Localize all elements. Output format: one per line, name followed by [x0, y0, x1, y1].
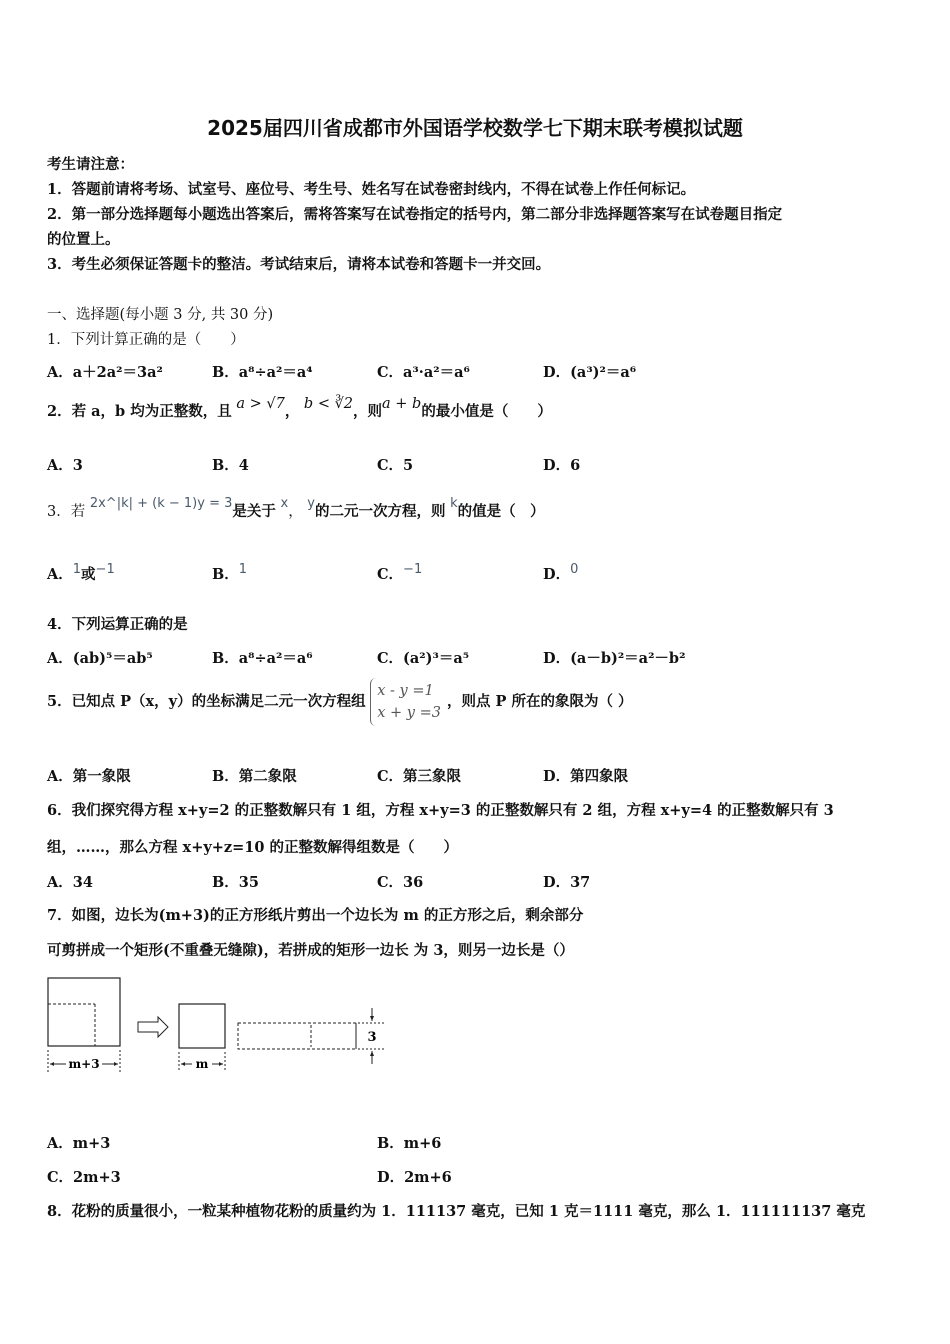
q3-equation: 2x^|k| + (k − 1)y = 3 [89, 496, 233, 511]
q3-text-2: 是关于 [232, 503, 276, 520]
q4-option-b: B．a⁸÷a²＝a⁶ [212, 650, 313, 667]
q6-option-d: D．37 [543, 874, 591, 891]
q4-stem: 4．下列运算正确的是 [47, 616, 188, 633]
q5-option-d: D．第四象限 [543, 768, 629, 785]
page-title: 2025届四川省成都市外国语学校数学七下期末联考模拟试题 [207, 116, 743, 140]
q7-option-a: A．m+3 [47, 1135, 111, 1152]
q1-option-c: C．a³·a²＝a⁶ [377, 364, 470, 381]
q7-line-2: 可剪拼成一个矩形(不重叠无缝隙)，若拼成的矩形一边长 为 3，则另一边长是（） [47, 942, 574, 959]
q2-math-b: b < ∛2 [303, 396, 354, 412]
q7-line-1: 7．如图，边长为(m+3)的正方形纸片剪出一个边长为 m 的正方形之后，剩余部分 [47, 907, 584, 924]
notice-heading: 考生请注意： [47, 156, 134, 173]
q3-var-x: x [280, 496, 289, 511]
q5-eq-1: x - y =1 [377, 683, 434, 699]
q5-option-c: C．第三象限 [377, 768, 462, 785]
q5-eq-2: x + y =3 [377, 705, 441, 721]
notice-item-2-cont: 的位置上。 [47, 231, 120, 248]
q7-small-square [179, 1004, 225, 1048]
q1-option-a: A．a＋2a²＝3a² [47, 364, 163, 381]
q3-option-a-val1: 1 [72, 562, 82, 577]
q2-option-a: A．3 [47, 457, 83, 474]
q3-option-a [47, 563, 115, 584]
q7-label-side: m+3 [68, 1057, 100, 1071]
q5-stem [47, 678, 633, 726]
q2-text-2: ，则 [353, 403, 383, 420]
q3-option-b-label: B． [212, 566, 239, 583]
q6-option-a: A．34 [47, 874, 93, 891]
q5-option-b: B．第二象限 [212, 768, 297, 785]
q3-option-a-mid: 或 [81, 566, 96, 583]
q3-option-d-val: 0 [570, 562, 579, 577]
q3-option-c [377, 563, 422, 584]
q6-option-b: B．35 [212, 874, 259, 891]
q8-line-1: 8．花粉的质量很小，一粒某种植物花粉的质量约为 1．111137 毫克，已知 1 克＝1111 毫克，那么 1．111111137 毫克 [47, 1203, 866, 1220]
q6-option-c: C．36 [377, 874, 424, 891]
q6-line-2: 组，……，那么方程 x+y+z=10 的正整数解得组数是（ ） [47, 839, 459, 856]
q3-text-1: 3．若 [47, 504, 86, 520]
q3-text-4: 的值是（ ） [457, 503, 545, 520]
q7-option-c: C．2m+3 [47, 1169, 121, 1186]
q3-option-a-val2: −1 [95, 562, 115, 577]
section-heading: 一、选择题(每小题 3 分, 共 30 分) [47, 307, 274, 323]
q3-option-d-label: D． [543, 566, 571, 583]
q5-equation-system [370, 678, 447, 726]
q7-option-b: B．m+6 [377, 1135, 442, 1152]
q3-option-b [212, 563, 247, 584]
q7-arrow-icon [138, 1017, 168, 1037]
q7-big-square [48, 978, 120, 1046]
q3-option-a-label: A． [47, 566, 73, 583]
notice-item-3: 3．考生必须保证答题卡的整洁。考试结束后，请将本试卷和答题卡一并交回。 [47, 256, 551, 273]
q6-line-1: 6．我们探究得方程 x+y=2 的正整数解只有 1 组，方程 x+y=3 的正整数解只有 2 组，方程 x+y=4 的正整数解只有 3 [47, 802, 834, 819]
q3-text-3: 的二元一次方程，则 [315, 503, 446, 520]
q3-option-c-val: −1 [403, 562, 423, 577]
q7-label-3: 3 [367, 1030, 377, 1045]
q1-stem: 1．下列计算正确的是（ ） [47, 332, 245, 348]
notice-item-2: 2．第一部分选择题每小题选出答案后，需将答案写在试卷指定的括号内，第二部分非选择题答案写在试卷题目指定 [47, 206, 783, 223]
q7-figure [40, 970, 400, 1080]
q3-stem: 3．若 2x^|k| + (k − 1)y = 3是关于 x， y的二元一次方程，则 k的值是（ ） [47, 496, 545, 520]
q7-option-d: D．2m+6 [377, 1169, 452, 1186]
q2-text-1: 2．若 a，b 均为正整数，且 [47, 403, 232, 420]
q4-option-a: A．(ab)⁵＝ab⁵ [47, 650, 153, 667]
q2-option-c: C．5 [377, 457, 414, 474]
q7-rectangle-left [238, 1023, 356, 1049]
q3-option-c-label: C． [377, 566, 404, 583]
notice-item-1: 1．答题前请将考场、试室号、座位号、考生号、姓名写在试卷密封线内，不得在试卷上作任何标记。 [47, 181, 696, 198]
q1-option-b: B．a⁸÷a²＝a⁴ [212, 364, 313, 381]
q5-text-2: ，则点 P 所在的象限为（ ） [446, 693, 633, 710]
q3-option-b-val: 1 [238, 562, 248, 577]
q2-option-d: D．6 [543, 457, 581, 474]
q7-label-m: m [195, 1057, 209, 1071]
q1-option-d: D．(a³)²＝a⁶ [543, 364, 637, 381]
q2-math-a: a > √7 [236, 396, 285, 412]
q2-math-sum: a + b [382, 396, 422, 412]
q5-option-a: A．第一象限 [47, 768, 131, 785]
q3-option-d [543, 563, 578, 584]
q4-option-c: C．(a²)³＝a⁵ [377, 650, 470, 667]
q2-stem [47, 396, 552, 421]
q2-sep: ， [284, 403, 300, 420]
q4-option-d: D．(a－b)²＝a²－b² [543, 650, 686, 667]
q2-option-b: B．4 [212, 457, 249, 474]
q2-text-3: 的最小值是（ ） [421, 403, 552, 420]
q5-text-1: 5．已知点 P（x，y）的坐标满足二元一次方程组 [47, 693, 366, 710]
q3-var-k: k [450, 496, 458, 511]
q3-var-y: y [307, 496, 315, 511]
